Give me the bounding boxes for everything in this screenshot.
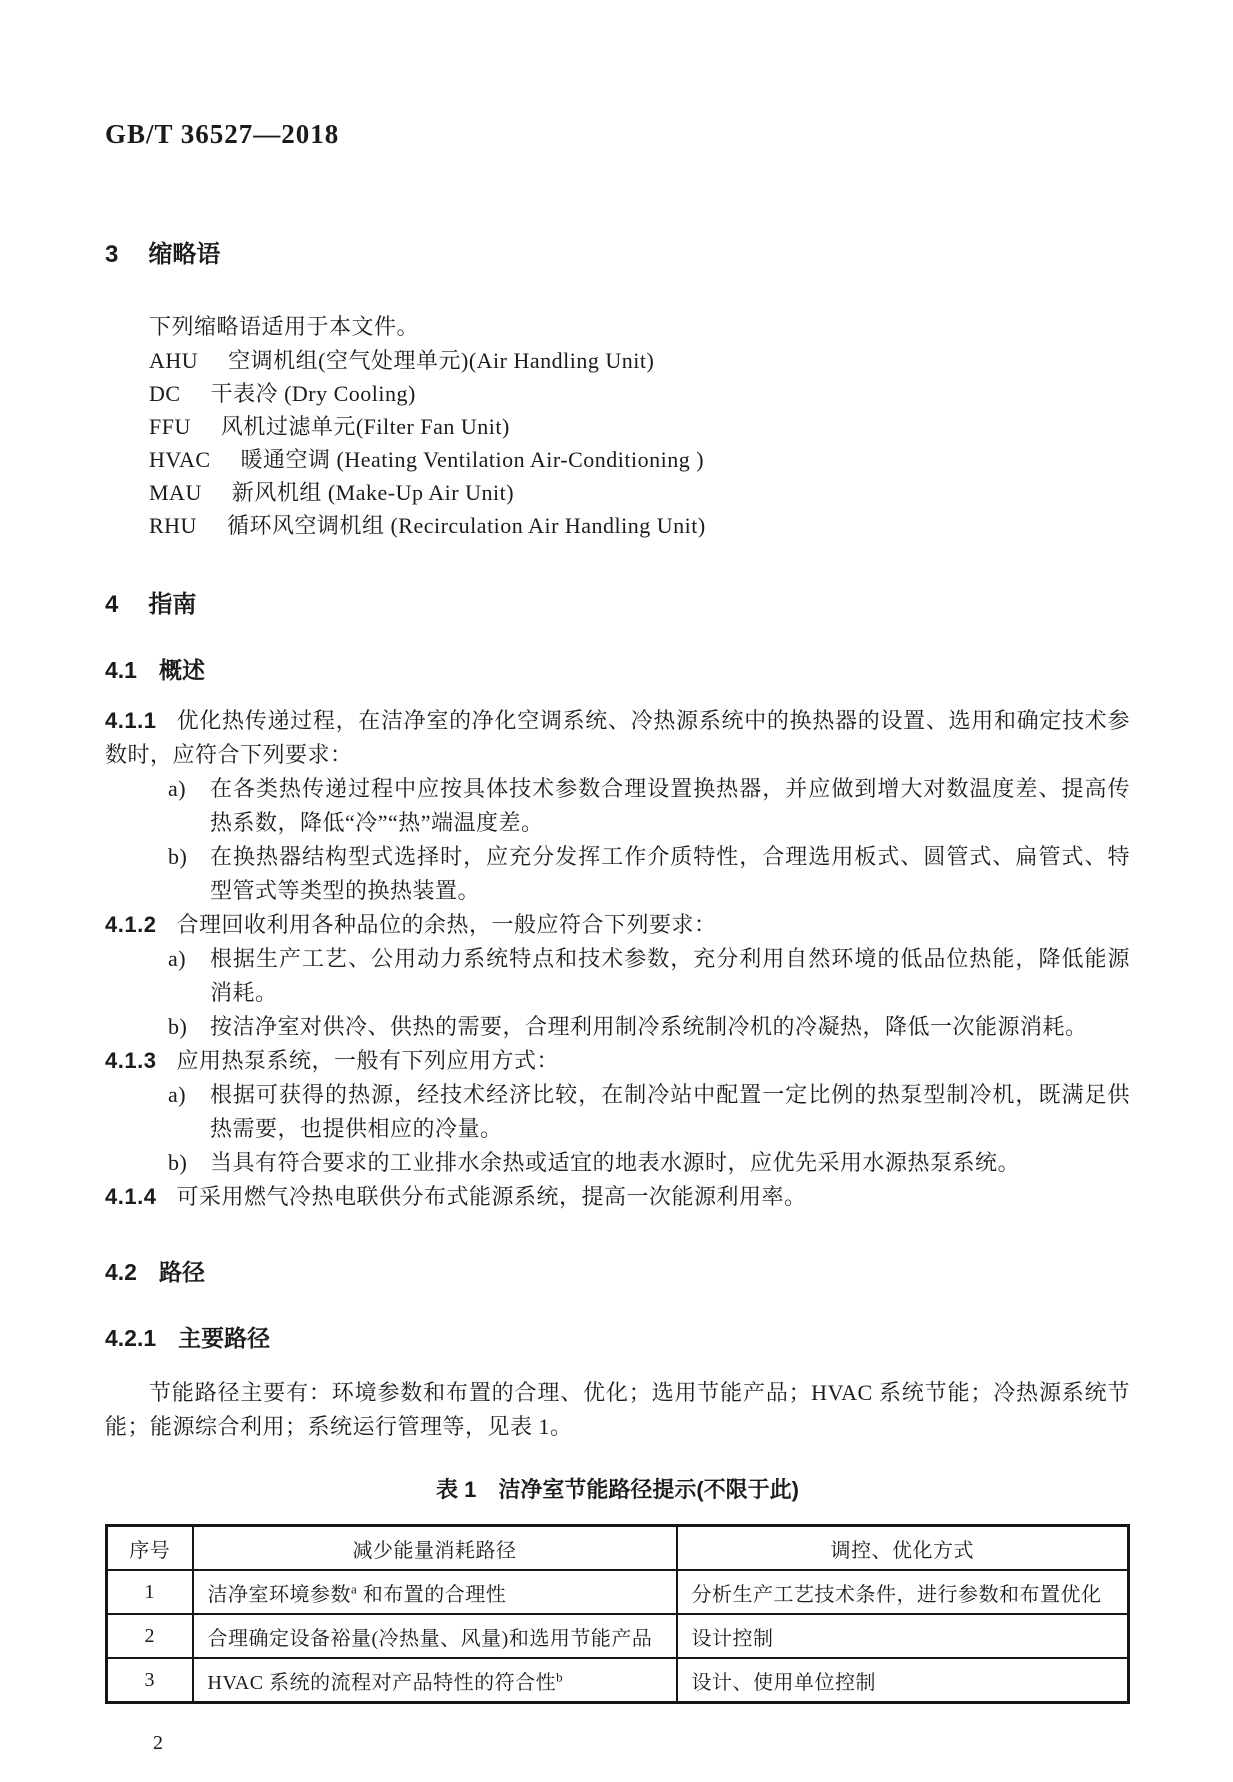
abbr-line-rhu (105, 509, 1130, 542)
clause-4-1-2 (105, 908, 1130, 942)
table-row (107, 1570, 1129, 1614)
doc-number: GB/T 36527—2018 (105, 119, 340, 149)
clause-number: 4.1.2 (105, 912, 157, 937)
item-text: 根据可获得的热源，经技术经济比较，在制冷站中配置一定比例的热泵型制冷机，既满足供热需要，也提供相应的冷量。 (210, 1082, 1130, 1141)
clause-4-1-1-item-a (105, 772, 1130, 840)
clause-number: 4.1.1 (105, 708, 157, 733)
clause-4-1-2-item-b (105, 1010, 1130, 1044)
clause-number: 4.1.4 (105, 1184, 157, 1209)
page-number: 2 (153, 1732, 163, 1754)
col-header-index: 序号 (107, 1526, 193, 1571)
footnote-marker: a (351, 1580, 358, 1596)
item-label: b) (168, 1150, 188, 1175)
section-4-2-heading (105, 1258, 1130, 1286)
item-label: b) (168, 1014, 188, 1039)
row-path-text: 合理确定设备裕量(冷热量、风量)和选用节能产品 (207, 1627, 653, 1650)
section-4-title: 指南 (148, 591, 197, 618)
section-3-heading (105, 240, 1130, 270)
clause-text: 应用热泵系统，一般有下列应用方式： (176, 1048, 559, 1073)
clause-text: 优化热传递过程，在洁净室的净化空调系统、冷热源系统中的换热器的设置、选用和确定技术参数时，应符合下列要求： (105, 708, 1130, 767)
section-3-title: 缩略语 (148, 241, 221, 268)
section-3-number: 3 (105, 241, 119, 268)
clause-4-1-2-item-a (105, 942, 1130, 1010)
table-row (107, 1658, 1129, 1703)
abbr-term: FFU (149, 414, 191, 439)
clause-4-1-4 (105, 1180, 1130, 1214)
abbr-definition: 风机过滤单元(Filter Fan Unit) (220, 414, 510, 439)
section-4-heading (105, 590, 1130, 620)
clause-number: 4.1.3 (105, 1048, 157, 1073)
clause-text: 可采用燃气冷热电联供分布式能源系统，提高一次能源利用率。 (176, 1184, 807, 1209)
row-method: 设计控制 (677, 1614, 1129, 1658)
clause-4-1-3-item-a (105, 1078, 1130, 1146)
section-4-number: 4 (105, 591, 119, 618)
item-label: b) (168, 844, 188, 869)
item-text: 当具有符合要求的工业排水余热或适宜的地表水源时，应优先采用水源热泵系统。 (210, 1150, 1021, 1175)
abbr-term: RHU (149, 513, 197, 538)
item-label: a) (168, 776, 187, 801)
abbr-definition: 循环风空调机组 (Recirculation Air Handling Unit) (226, 513, 706, 538)
row-index: 1 (107, 1570, 193, 1614)
item-text: 在换热器结构型式选择时，应充分发挥工作介质特性，合理选用板式、圆管式、扁管式、特型管式等类型的换热装置。 (210, 844, 1130, 903)
row-path (193, 1658, 677, 1703)
section-4-1-heading (105, 656, 1130, 684)
section-4-1-title: 概述 (158, 657, 205, 683)
row-method: 分析生产工艺技术条件，进行参数和布置优化 (677, 1570, 1129, 1614)
item-text: 按洁净室对供冷、供热的需要，合理利用制冷系统制冷机的冷凝热，降低一次能源消耗。 (210, 1014, 1088, 1039)
row-path-text: 和布置的合理性 (357, 1583, 507, 1606)
row-path (193, 1614, 677, 1658)
paths-paragraph: 节能路径主要有：环境参数和布置的合理、优化；选用节能产品；HVAC 系统节能；冷热源系统节能；能源综合利用；系统运行管理等，见表 1。 (105, 1380, 1130, 1439)
abbreviations-list (105, 344, 1130, 542)
abbr-line-mau (105, 476, 1130, 509)
section-4-2-number: 4.2 (105, 1259, 137, 1285)
abbreviations-intro: 下列缩略语适用于本文件。 (149, 314, 420, 339)
abbr-line-dc (105, 377, 1130, 410)
table-1 (105, 1524, 1130, 1704)
abbr-definition: 新风机组 (Make-Up Air Unit) (231, 480, 515, 505)
row-path (193, 1570, 677, 1614)
table-1-caption: 表 1 洁净室节能路径提示(不限于此) (435, 1477, 799, 1502)
abbr-definition: 空调机组(空气处理单元)(Air Handling Unit) (228, 348, 655, 373)
table-header-row (107, 1526, 1129, 1571)
footnote-marker: b (556, 1668, 564, 1684)
item-text: 在各类热传递过程中应按具体技术参数合理设置换热器，并应做到增大对数温度差、提高传热系数，降低“冷”“热”端温度差。 (210, 776, 1130, 835)
table-row (107, 1614, 1129, 1658)
row-path-text: HVAC 系统的流程对产品特性的符合性 (207, 1671, 557, 1694)
abbr-term: DC (149, 381, 181, 406)
abbr-term: MAU (149, 480, 202, 505)
section-4-2-title: 路径 (158, 1259, 205, 1285)
section-4-2-1-heading (105, 1324, 1130, 1352)
clause-text: 合理回收利用各种品位的余热，一般应符合下列要求： (176, 912, 717, 937)
col-header-method: 调控、优化方式 (677, 1526, 1129, 1571)
section-4-2-1-title: 主要路径 (178, 1325, 271, 1351)
clause-4-1-3 (105, 1044, 1130, 1078)
abbr-line-ahu (105, 344, 1130, 377)
row-path-text: 洁净室环境参数 (207, 1583, 351, 1606)
clause-4-1-3-item-b (105, 1146, 1130, 1180)
item-label: a) (168, 946, 187, 971)
item-text: 根据生产工艺、公用动力系统特点和技术参数，充分利用自然环境的低品位热能，降低能源消耗。 (210, 946, 1130, 1005)
item-label: a) (168, 1082, 187, 1107)
section-4-1-number: 4.1 (105, 657, 137, 683)
clause-4-1-1-item-b (105, 840, 1130, 908)
section-4-2-1-number: 4.2.1 (105, 1325, 157, 1351)
abbr-term: AHU (149, 348, 199, 373)
abbr-definition: 暖通空调 (Heating Ventilation Air-Conditioning ) (240, 447, 705, 472)
abbr-term: HVAC (149, 447, 211, 472)
row-method: 设计、使用单位控制 (677, 1658, 1129, 1703)
abbr-line-hvac (105, 443, 1130, 476)
col-header-path: 减少能量消耗路径 (193, 1526, 677, 1571)
row-index: 3 (107, 1658, 193, 1703)
row-index: 2 (107, 1614, 193, 1658)
clause-4-1-1 (105, 704, 1130, 772)
abbr-definition: 干表冷 (Dry Cooling) (210, 381, 416, 406)
abbr-line-ffu (105, 410, 1130, 443)
